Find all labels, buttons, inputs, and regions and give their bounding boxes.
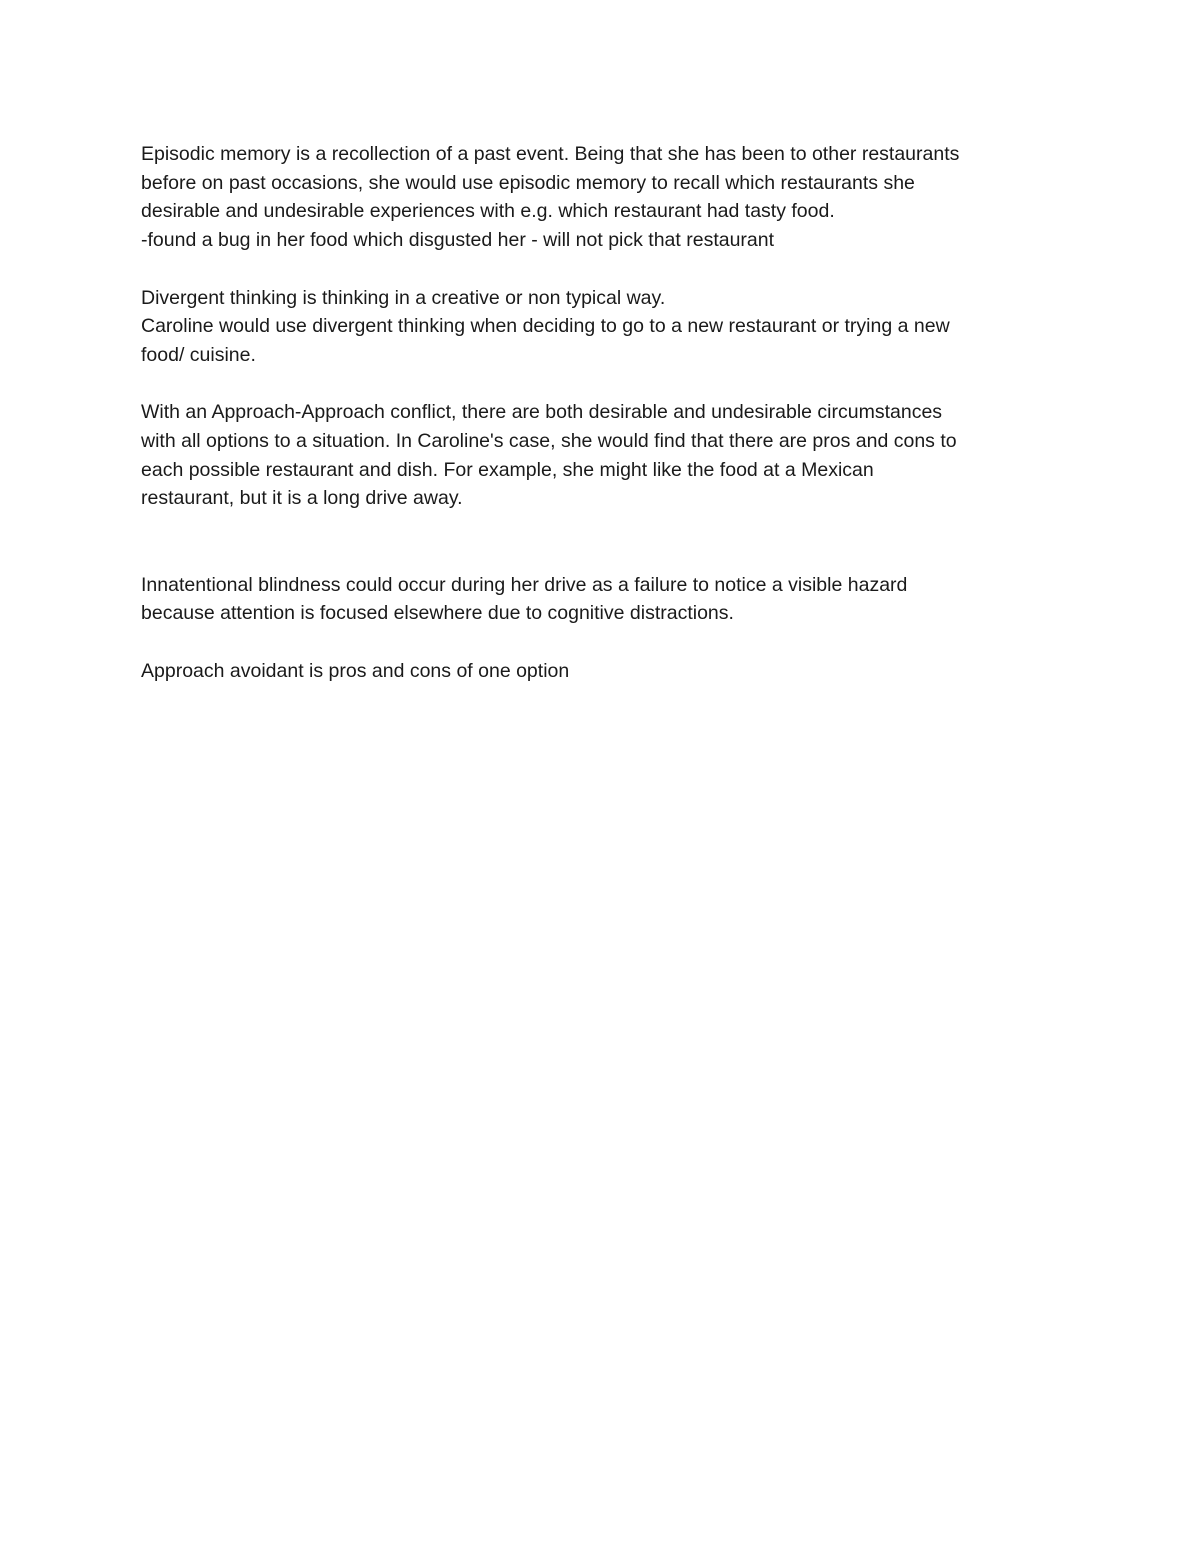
paragraph-spacer <box>141 513 1071 570</box>
text-line: With an Approach-Approach conflict, there are both desirable and undesirable circumstances <box>141 401 943 424</box>
paragraph-approach-approach-conflict <box>141 398 1071 513</box>
text-line: Innatentional blindness could occur during her drive as a failure to notice a visible hazard <box>141 573 908 596</box>
text-line: before on past occasions, she would use episodic memory to recall which restaurants she <box>141 171 915 194</box>
text-line: because attention is focused elsewhere due to cognitive distractions. <box>141 602 734 625</box>
paragraph-divergent-thinking <box>141 284 1071 370</box>
text-line: desirable and undesirable experiences with e.g. which restaurant had tasty food. <box>141 200 835 223</box>
paragraph-inattentional-blindness <box>141 571 1071 628</box>
paragraph-spacer <box>141 370 1071 399</box>
text-line: Caroline would use divergent thinking when deciding to go to a new restaurant or trying a new <box>141 315 950 338</box>
paragraph-approach-avoidant <box>141 657 1071 686</box>
text-line: with all options to a situation. In Caroline's case, she would find that there are pros and cons to <box>141 430 957 452</box>
text-line: -found a bug in her food which disgusted her - will not pick that restaurant <box>141 229 775 252</box>
text-line: restaurant, but it is a long drive away. <box>141 487 463 510</box>
text-line: Divergent thinking is thinking in a creative or non typical way. <box>141 286 666 309</box>
paragraph-episodic-memory <box>141 140 1071 255</box>
paragraph-spacer <box>141 628 1071 657</box>
paragraph-spacer <box>141 255 1071 284</box>
text-line: Episodic memory is a recollection of a past event. Being that she has been to other restaurants <box>141 143 960 165</box>
text-line: food/ cuisine. <box>141 343 256 366</box>
text-line: each possible restaurant and dish. For example, she might like the food at a Mexican <box>141 458 874 481</box>
text-line: Approach avoidant is pros and cons of one option <box>141 659 570 682</box>
document-body <box>141 140 1071 685</box>
